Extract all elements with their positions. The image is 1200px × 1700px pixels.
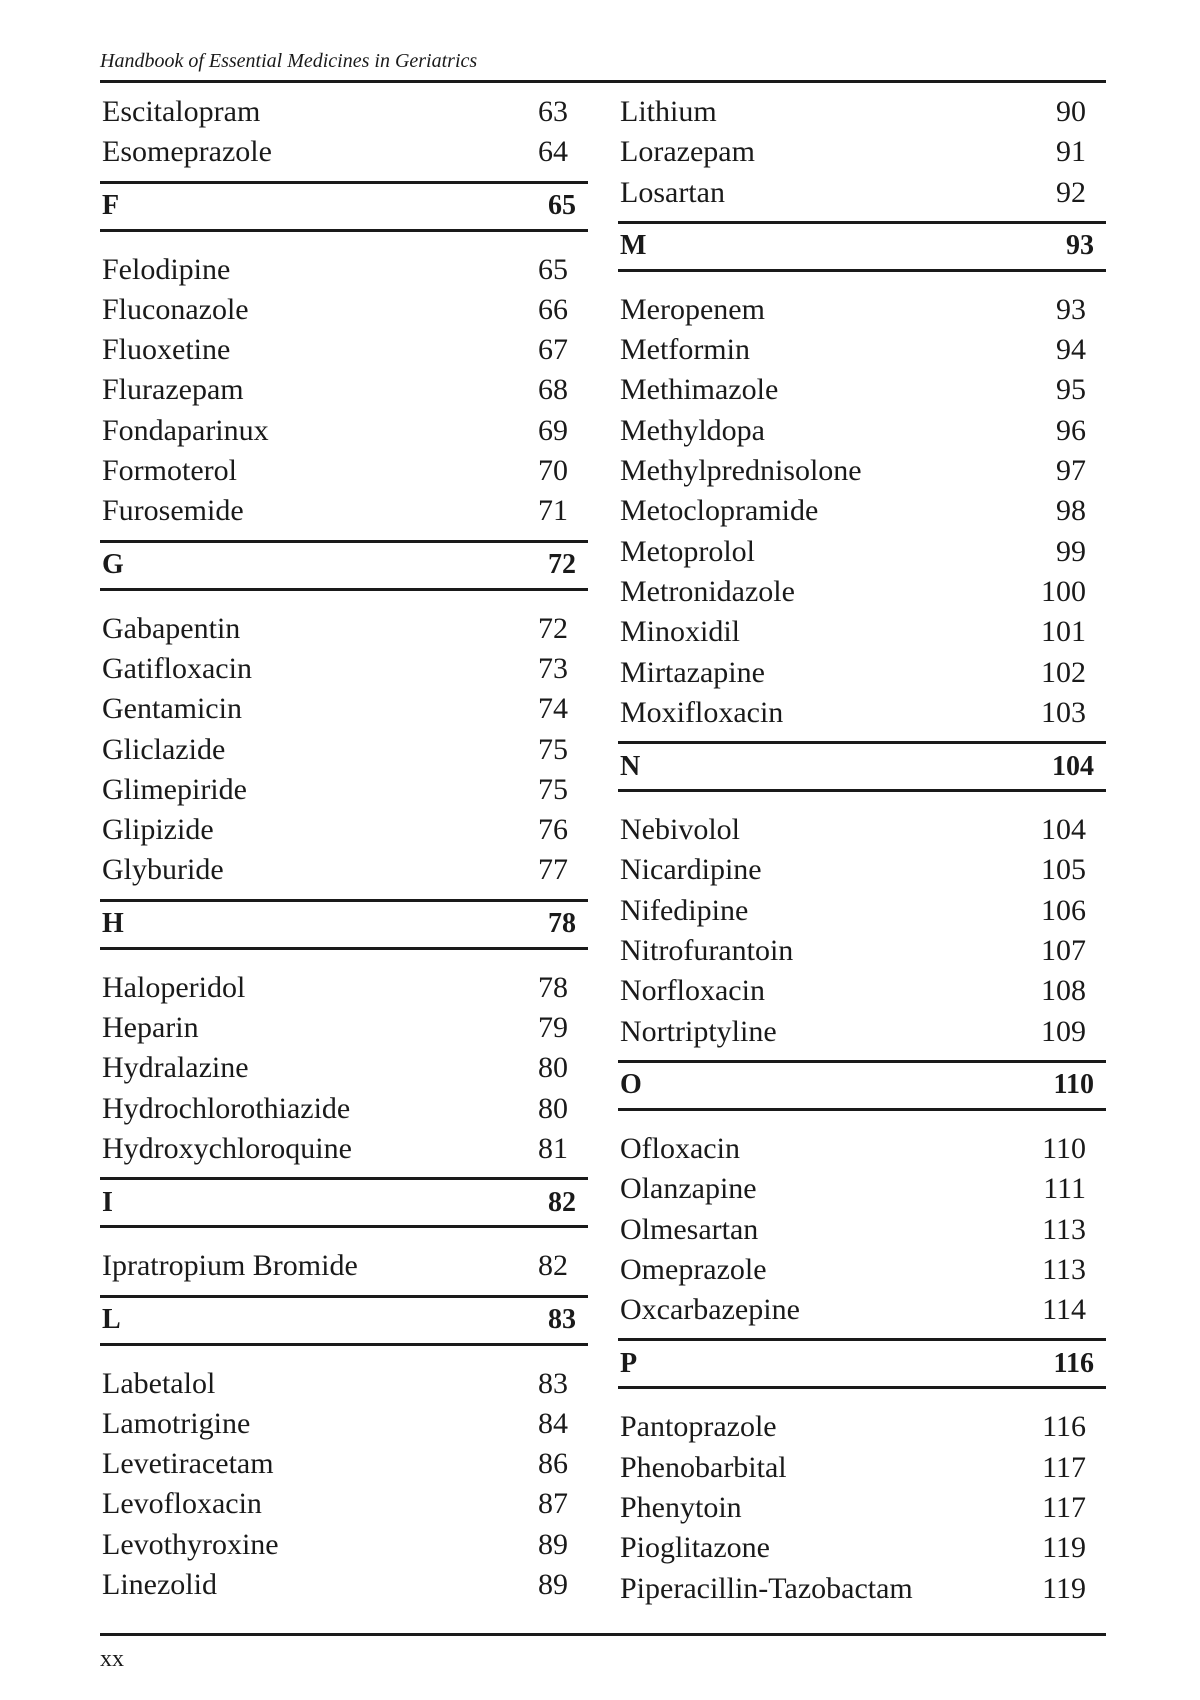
entry-name: Hydroxychloroquine xyxy=(102,1131,352,1165)
entry-name: Gentamicin xyxy=(102,692,242,726)
index-column-left xyxy=(100,92,588,1605)
page-ref: 119 xyxy=(1042,1571,1086,1605)
index-section-heading xyxy=(618,221,1106,272)
entry-name: Escitalopram xyxy=(102,95,261,128)
entry-name: Ofloxacin xyxy=(620,1131,740,1165)
entry-name: Levothyroxine xyxy=(102,1527,279,1561)
entry-name: Gatifloxacin xyxy=(102,651,252,685)
index-entry xyxy=(618,92,1106,132)
entry-name: Glimepiride xyxy=(102,772,247,806)
index-entry xyxy=(100,330,588,370)
entry-name: Heparin xyxy=(102,1011,199,1045)
entry-name: Nicardipine xyxy=(620,853,762,887)
page-ref: 73 xyxy=(538,651,568,685)
entry-name: Nitrofurantoin xyxy=(620,934,794,968)
page-ref: 98 xyxy=(1056,494,1086,528)
running-head: Handbook of Essential Medicines in Geriatrics xyxy=(100,50,478,72)
page-ref: 97 xyxy=(1056,454,1086,488)
page-ref: 100 xyxy=(1041,574,1086,608)
page-ref: 99 xyxy=(1056,534,1086,568)
page-ref: 116 xyxy=(1042,1410,1086,1444)
page-ref: 113 xyxy=(1042,1212,1086,1246)
entry-name: Lorazepam xyxy=(620,135,755,169)
page-ref: 105 xyxy=(1041,853,1086,887)
section-letter: P xyxy=(620,1347,638,1379)
page-ref: 80 xyxy=(538,1091,568,1125)
page-ref: 104 xyxy=(1041,813,1086,847)
page-ref: 72 xyxy=(538,611,568,645)
page-ref: 108 xyxy=(1041,974,1086,1008)
index-entry xyxy=(618,1528,1106,1568)
page-ref: 82 xyxy=(548,1186,576,1218)
entry-name: Methimazole xyxy=(620,373,779,407)
index-entry xyxy=(618,330,1106,370)
index-entry xyxy=(100,1404,588,1444)
index-entry xyxy=(100,92,588,132)
index-entry xyxy=(100,810,588,850)
section-letter: M xyxy=(620,230,647,262)
index-entry xyxy=(100,290,588,330)
index-entry xyxy=(618,132,1106,172)
entry-name: Minoxidil xyxy=(620,615,741,649)
entry-name: Haloperidol xyxy=(102,970,246,1004)
page-ref: 94 xyxy=(1056,333,1086,367)
index-section-heading xyxy=(618,1060,1106,1111)
entry-name: Metoprolol xyxy=(620,534,755,568)
index-entry xyxy=(618,411,1106,451)
entry-name: Nortriptyline xyxy=(620,1014,777,1048)
page-ref: 109 xyxy=(1041,1014,1086,1048)
page-ref: 70 xyxy=(538,454,568,488)
section-letter: I xyxy=(102,1186,113,1218)
index-entry xyxy=(618,290,1106,330)
entry-name: Omeprazole xyxy=(620,1252,767,1286)
entry-name: Glipizide xyxy=(102,813,214,847)
index-entry xyxy=(100,730,588,770)
entry-name: Norfloxacin xyxy=(620,974,765,1008)
page-ref: 80 xyxy=(538,1051,568,1085)
page-ref: 90 xyxy=(1056,95,1086,128)
index-entry xyxy=(618,1012,1106,1052)
index-entry xyxy=(100,1484,588,1524)
page-ref: 113 xyxy=(1042,1252,1086,1286)
index-entry xyxy=(100,1089,588,1129)
index-entry xyxy=(100,1246,588,1286)
section-letter: H xyxy=(102,908,124,940)
entry-name: Methyldopa xyxy=(620,413,765,447)
page-ref: 65 xyxy=(538,252,568,286)
page-ref: 106 xyxy=(1041,893,1086,927)
index-entry xyxy=(618,931,1106,971)
page-ref: 96 xyxy=(1056,413,1086,447)
page-ref: 69 xyxy=(538,413,568,447)
entry-name: Olanzapine xyxy=(620,1172,757,1206)
entry-name: Formoterol xyxy=(102,454,237,488)
index-entry xyxy=(618,572,1106,612)
entry-name: Lithium xyxy=(620,95,717,128)
index-entry xyxy=(618,653,1106,693)
index-section-heading xyxy=(100,181,588,232)
page-ref: 110 xyxy=(1053,1069,1094,1101)
index-entry xyxy=(618,1210,1106,1250)
page-ref: 92 xyxy=(1056,175,1086,209)
page-ref: 87 xyxy=(538,1487,568,1521)
index-entry xyxy=(100,491,588,531)
entry-name: Pioglitazone xyxy=(620,1531,770,1565)
entry-name: Methylprednisolone xyxy=(620,454,862,488)
index-entry xyxy=(618,971,1106,1011)
page-ref: 117 xyxy=(1042,1450,1086,1484)
page-ref: 114 xyxy=(1042,1293,1086,1327)
page-ref: 67 xyxy=(538,333,568,367)
page-ref: 75 xyxy=(538,772,568,806)
index-entry xyxy=(100,370,588,410)
page-ref: 76 xyxy=(538,813,568,847)
index-entry xyxy=(100,411,588,451)
index-entry xyxy=(100,250,588,290)
page-ref: 86 xyxy=(538,1447,568,1481)
index-entry xyxy=(618,1448,1106,1488)
entry-name: Phenobarbital xyxy=(620,1450,787,1484)
entry-name: Furosemide xyxy=(102,494,244,528)
index-entry xyxy=(618,1290,1106,1330)
page-ref: 93 xyxy=(1066,230,1094,262)
page-ref: 83 xyxy=(548,1304,576,1336)
entry-name: Fluoxetine xyxy=(102,333,231,367)
entry-name: Metronidazole xyxy=(620,574,795,608)
page-ref: 104 xyxy=(1052,750,1094,782)
entry-name: Phenytoin xyxy=(620,1491,742,1525)
entry-name: Gliclazide xyxy=(102,732,226,766)
index-entry xyxy=(100,850,588,890)
index-entry xyxy=(100,1008,588,1048)
index-entry xyxy=(100,451,588,491)
entry-name: Hydralazine xyxy=(102,1051,249,1085)
entry-name: Metoclopramide xyxy=(620,494,819,528)
index-entry xyxy=(618,491,1106,531)
index-entry xyxy=(618,693,1106,733)
entry-name: Fondaparinux xyxy=(102,413,269,447)
index-entry xyxy=(618,1250,1106,1290)
index-entry xyxy=(618,1488,1106,1528)
entry-name: Losartan xyxy=(620,175,725,209)
entry-name: Pantoprazole xyxy=(620,1410,777,1444)
entry-name: Levetiracetam xyxy=(102,1447,274,1481)
page-ref: 117 xyxy=(1042,1491,1086,1525)
entry-name: Gabapentin xyxy=(102,611,241,645)
page-ref: 64 xyxy=(538,135,568,169)
section-letter: L xyxy=(102,1304,121,1336)
index-entry xyxy=(100,649,588,689)
index-section-heading xyxy=(100,899,588,950)
entry-name: Piperacillin-Tazobactam xyxy=(620,1571,913,1605)
page-ref: 66 xyxy=(538,292,568,326)
entry-name: Flurazepam xyxy=(102,373,244,407)
page-ref: 93 xyxy=(1056,292,1086,326)
index-section-heading xyxy=(100,1295,588,1346)
index-entry xyxy=(618,891,1106,931)
entry-name: Olmesartan xyxy=(620,1212,759,1246)
page-ref: 74 xyxy=(538,692,568,726)
entry-name: Moxifloxacin xyxy=(620,695,784,729)
entry-name: Fluconazole xyxy=(102,292,249,326)
entry-name: Felodipine xyxy=(102,252,231,286)
entry-name: Ipratropium Bromide xyxy=(102,1249,358,1283)
page-number: xx xyxy=(100,1646,124,1672)
entry-name: Glyburide xyxy=(102,853,224,887)
page-ref: 102 xyxy=(1041,655,1086,689)
page-ref: 116 xyxy=(1053,1347,1094,1379)
index-entry xyxy=(618,173,1106,213)
index-section-heading xyxy=(100,1177,588,1228)
index-section-heading xyxy=(100,540,588,591)
page-ref: 101 xyxy=(1041,615,1086,649)
index-entry xyxy=(618,1169,1106,1209)
page-ref: 81 xyxy=(538,1131,568,1165)
footer-rule xyxy=(100,1633,1106,1636)
page-ref: 82 xyxy=(538,1249,568,1283)
page-ref: 103 xyxy=(1041,695,1086,729)
page-ref: 77 xyxy=(538,853,568,887)
index-section-heading xyxy=(618,1338,1106,1389)
index-entry xyxy=(100,1525,588,1565)
index-entry xyxy=(100,1444,588,1484)
header-rule xyxy=(100,80,1106,83)
page-ref: 91 xyxy=(1056,135,1086,169)
page-ref: 65 xyxy=(548,190,576,222)
index-entry xyxy=(100,770,588,810)
page-ref: 84 xyxy=(538,1406,568,1440)
page-ref: 83 xyxy=(538,1366,568,1400)
index-entry xyxy=(100,1048,588,1088)
index-entry xyxy=(618,1569,1106,1609)
index-entry xyxy=(100,1129,588,1169)
index-entry xyxy=(618,370,1106,410)
index-entry xyxy=(618,451,1106,491)
entry-name: Metformin xyxy=(620,333,750,367)
index-entry xyxy=(618,612,1106,652)
page-ref: 75 xyxy=(538,732,568,766)
page-ref: 119 xyxy=(1042,1531,1086,1565)
page-ref: 95 xyxy=(1056,373,1086,407)
index-section-heading xyxy=(618,741,1106,792)
index-entry xyxy=(618,1129,1106,1169)
index-entry xyxy=(100,1565,588,1605)
index-entry xyxy=(100,1364,588,1404)
entry-name: Meropenem xyxy=(620,292,765,326)
page-ref: 89 xyxy=(538,1568,568,1602)
page-ref: 78 xyxy=(548,908,576,940)
index-entry xyxy=(618,850,1106,890)
index-entry xyxy=(100,968,588,1008)
page-ref: 71 xyxy=(538,494,568,528)
section-letter: N xyxy=(620,750,641,782)
page-ref: 110 xyxy=(1042,1131,1086,1165)
entry-name: Esomeprazole xyxy=(102,135,272,169)
page-ref: 78 xyxy=(538,970,568,1004)
section-letter: F xyxy=(102,190,120,222)
entry-name: Mirtazapine xyxy=(620,655,765,689)
entry-name: Levofloxacin xyxy=(102,1487,262,1521)
index-entry xyxy=(618,532,1106,572)
index-entry xyxy=(100,689,588,729)
index-column-right xyxy=(618,92,1106,1609)
section-letter: G xyxy=(102,549,124,581)
entry-name: Nifedipine xyxy=(620,893,749,927)
page-ref: 107 xyxy=(1041,934,1086,968)
page-ref: 72 xyxy=(548,549,576,581)
section-letter: O xyxy=(620,1069,642,1101)
entry-name: Labetalol xyxy=(102,1366,216,1400)
entry-name: Lamotrigine xyxy=(102,1406,251,1440)
entry-name: Nebivolol xyxy=(620,813,740,847)
index-entry xyxy=(618,1407,1106,1447)
entry-name: Oxcarbazepine xyxy=(620,1293,800,1327)
page-ref: 79 xyxy=(538,1011,568,1045)
index-entry xyxy=(100,609,588,649)
index-entry xyxy=(100,132,588,172)
index-entry xyxy=(618,810,1106,850)
page-ref: 68 xyxy=(538,373,568,407)
entry-name: Linezolid xyxy=(102,1568,217,1602)
page-ref: 63 xyxy=(538,95,568,128)
page-ref: 89 xyxy=(538,1527,568,1561)
page-ref: 111 xyxy=(1043,1172,1086,1206)
entry-name: Hydrochlorothiazide xyxy=(102,1091,351,1125)
